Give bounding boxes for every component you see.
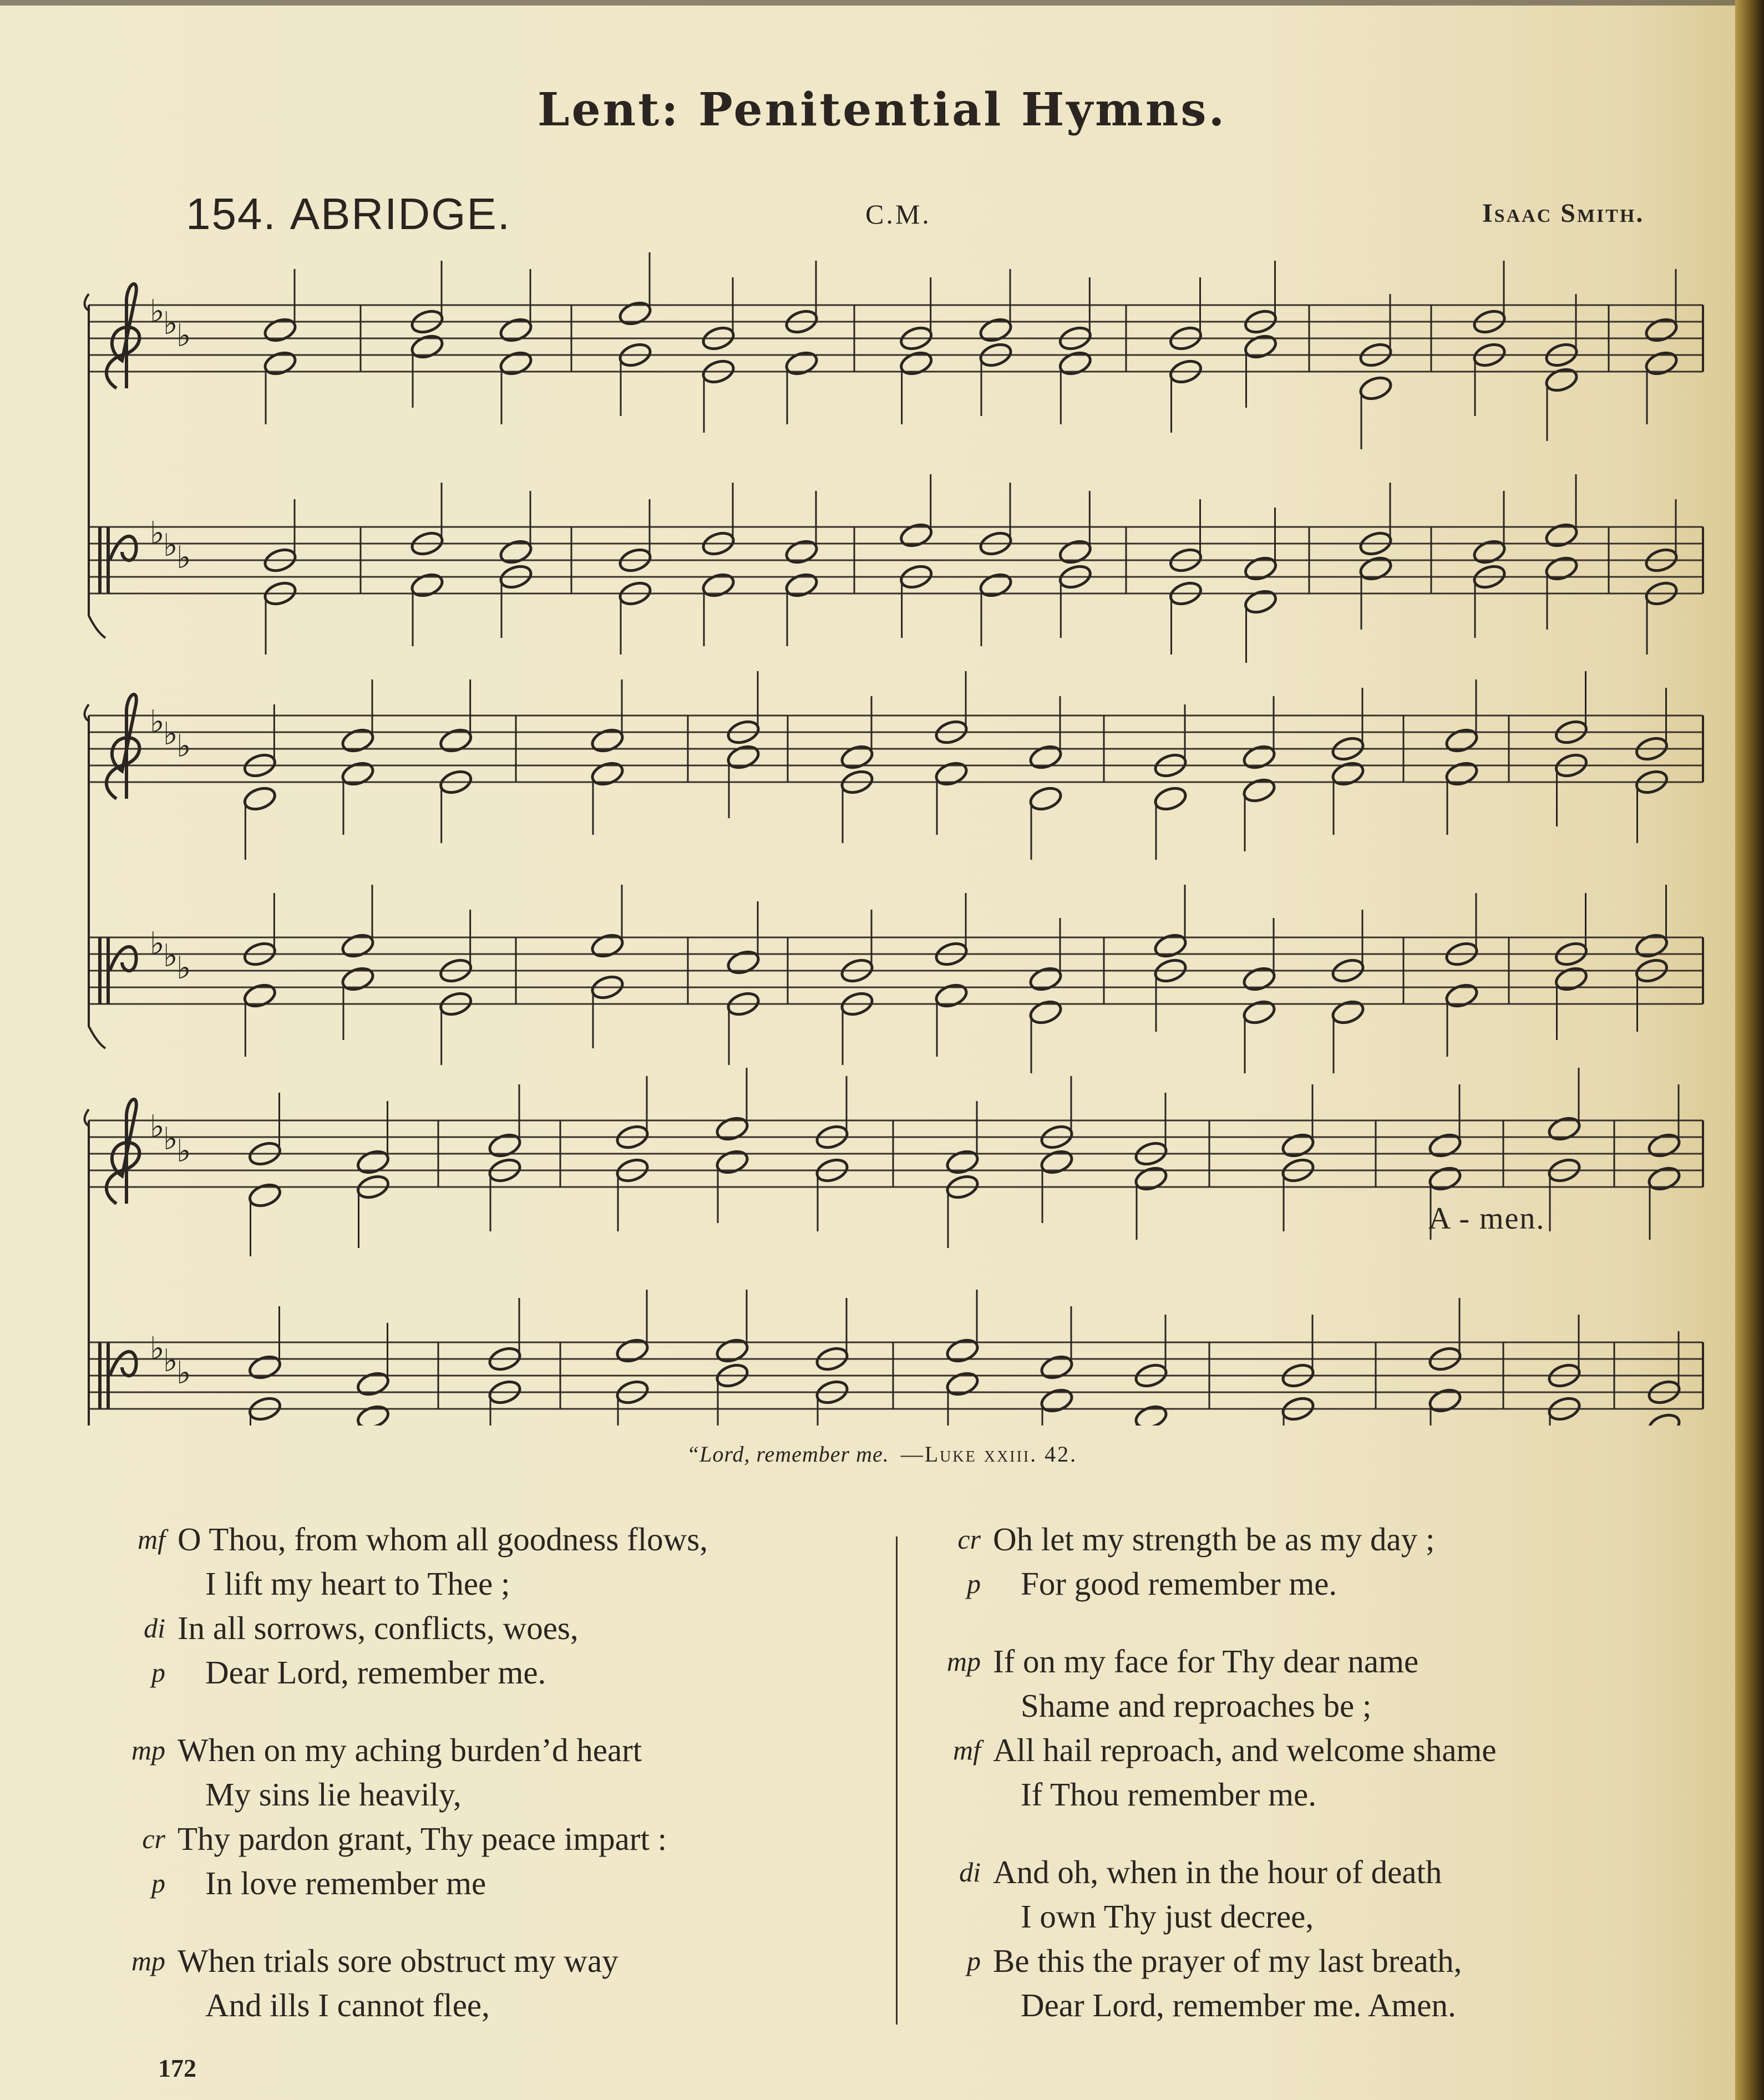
music-score xyxy=(83,244,1709,1426)
half-note-head xyxy=(1444,759,1479,788)
half-note-head xyxy=(340,965,376,993)
half-note-head xyxy=(1644,316,1679,344)
flat-sign: ♭ xyxy=(150,515,165,551)
half-note-head xyxy=(247,1353,282,1381)
flat-sign: ♭ xyxy=(150,1109,165,1145)
dynamic-mark: p xyxy=(151,1868,165,1899)
half-note-head xyxy=(1634,931,1669,960)
half-note-head xyxy=(726,743,761,771)
verse-line xyxy=(116,1772,882,1817)
section-header: Lent: Penitential Hymns. xyxy=(537,83,1227,136)
dynamic-mark xyxy=(116,1983,178,2027)
half-note-head xyxy=(409,571,445,599)
verses-left-column xyxy=(116,1517,882,2061)
half-note-head xyxy=(340,726,376,754)
dynamic-mark: p xyxy=(151,1657,165,1688)
half-note-head xyxy=(1133,1164,1169,1193)
half-note-head xyxy=(1039,1353,1074,1381)
half-note-head xyxy=(1547,1114,1582,1143)
flat-sign: ♭ xyxy=(163,716,178,752)
half-note-head xyxy=(714,1148,750,1176)
half-note-head xyxy=(1241,776,1277,804)
verse-text: Dear Lord, remember me. xyxy=(205,1654,546,1691)
half-note-head xyxy=(438,726,474,754)
epigraph xyxy=(0,1441,1764,1467)
half-note-head xyxy=(1427,1131,1463,1159)
half-note-head xyxy=(945,1369,980,1398)
half-note-head xyxy=(726,948,761,976)
flat-sign: ♭ xyxy=(176,728,191,764)
half-note-head xyxy=(945,1336,980,1365)
tune-name: ABRIDGE. xyxy=(290,189,511,239)
verse-line xyxy=(932,1983,1675,2027)
treble-clef xyxy=(107,1099,139,1204)
stanza xyxy=(932,1850,1675,2027)
treble-clef xyxy=(107,284,139,388)
dynamic-mark xyxy=(932,1683,993,1728)
half-note-head xyxy=(242,981,277,1010)
half-note-head xyxy=(590,759,625,788)
half-note-head xyxy=(247,1181,282,1209)
half-note-head xyxy=(1153,784,1188,813)
verse-text: If on my face for Thy dear name xyxy=(993,1643,1419,1680)
half-note-head xyxy=(784,537,819,566)
half-note-head xyxy=(1028,998,1063,1026)
verse-line xyxy=(932,1850,1675,1894)
flat-sign: ♭ xyxy=(163,527,178,564)
half-note-head xyxy=(1330,998,1366,1026)
dynamic-mark: p xyxy=(967,1945,981,1976)
dynamic-mark: di xyxy=(959,1856,981,1888)
verse-text: For good remember me. xyxy=(1021,1565,1337,1602)
half-note-head xyxy=(498,316,534,344)
half-note-head xyxy=(1028,743,1063,771)
half-note-head xyxy=(1241,743,1277,771)
half-note-head xyxy=(262,349,298,377)
dynamic-mark: mf xyxy=(953,1734,981,1766)
half-note-head xyxy=(839,743,875,771)
amen-lyric: A - men. xyxy=(1428,1201,1545,1236)
flat-sign: ♭ xyxy=(163,1343,178,1379)
half-note-head xyxy=(1280,1131,1316,1159)
verse-line xyxy=(116,1861,882,1905)
half-note-head xyxy=(498,537,534,566)
half-note-head xyxy=(1243,554,1278,582)
epigraph-source: —Luke xxiii. 42. xyxy=(900,1442,1078,1467)
half-note-head xyxy=(409,332,445,361)
half-note-head xyxy=(1039,1148,1074,1176)
half-note-head xyxy=(1427,1164,1463,1193)
half-note-head xyxy=(1553,965,1589,993)
half-note-head xyxy=(242,784,277,813)
half-note-head xyxy=(1544,554,1579,582)
verse-text: All hail reproach, and welcome shame xyxy=(993,1732,1497,1768)
book-spine xyxy=(1735,0,1764,2100)
verse-line xyxy=(116,1517,882,1561)
epigraph-quote: “Lord, remember me. xyxy=(686,1442,889,1467)
half-note-head xyxy=(1057,537,1093,566)
verse-text: O Thou, from whom all goodness flows, xyxy=(178,1521,708,1558)
flat-sign: ♭ xyxy=(150,293,165,329)
verse-text: My sins lie heavily, xyxy=(205,1776,462,1813)
verse-text: I own Thy just decree, xyxy=(1021,1898,1314,1935)
verse-text: When on my aching burden’d heart xyxy=(178,1732,642,1768)
verse-text: And ills I cannot flee, xyxy=(205,1987,490,2023)
half-note-head xyxy=(1427,1386,1463,1414)
half-note-head xyxy=(1544,521,1579,549)
half-note-head xyxy=(714,1336,750,1365)
flat-sign: ♭ xyxy=(150,926,165,962)
dynamic-mark: p xyxy=(967,1568,981,1599)
half-note-head xyxy=(487,1131,523,1159)
dynamic-mark: mp xyxy=(131,1734,165,1766)
verse-text: Be this the prayer of my last breath, xyxy=(993,1942,1462,1979)
verse-text: When trials sore obstruct my way xyxy=(178,1942,619,1979)
half-note-head xyxy=(1241,998,1277,1026)
half-note-head xyxy=(1646,1164,1682,1193)
half-note-head xyxy=(355,1403,391,1426)
half-note-head xyxy=(262,316,298,344)
flat-sign: ♭ xyxy=(163,1121,178,1157)
verse-line xyxy=(932,1639,1675,1683)
stanza xyxy=(116,1939,882,2027)
verse-line xyxy=(932,1772,1675,1817)
verse-text: In all sorrows, conflicts, woes, xyxy=(178,1610,579,1646)
half-note-head xyxy=(615,1336,650,1365)
flat-sign: ♭ xyxy=(150,1331,165,1367)
half-note-head xyxy=(617,299,653,327)
half-note-head xyxy=(1358,554,1393,582)
verses-right-column xyxy=(932,1517,1675,2061)
half-note-head xyxy=(701,571,736,599)
half-note-head xyxy=(714,1114,750,1143)
half-note-head xyxy=(978,316,1013,344)
half-note-head xyxy=(784,571,819,599)
verse-line xyxy=(116,1983,882,2027)
page-top-edge xyxy=(0,0,1742,6)
dynamic-mark: mp xyxy=(946,1646,981,1677)
half-note-head xyxy=(1330,759,1366,788)
half-note-head xyxy=(899,349,934,377)
verse-text: Thy pardon grant, Thy peace impart : xyxy=(178,1820,667,1857)
half-note-head xyxy=(1243,332,1278,361)
meter: C.M. xyxy=(865,199,931,230)
half-note-head xyxy=(1646,1131,1682,1159)
dynamic-mark: mf xyxy=(138,1524,165,1555)
flat-sign: ♭ xyxy=(176,540,191,576)
flat-sign: ♭ xyxy=(176,950,191,986)
half-note-head xyxy=(1358,374,1393,402)
half-note-head xyxy=(355,1369,391,1398)
verse-line xyxy=(116,1606,882,1650)
half-note-head xyxy=(1544,366,1579,394)
half-note-head xyxy=(1472,537,1507,566)
half-note-head xyxy=(1444,981,1479,1010)
hymn-number: 154. xyxy=(186,189,277,239)
half-note-head xyxy=(1444,726,1479,754)
dynamic-mark: di xyxy=(144,1612,165,1644)
dynamic-mark: mp xyxy=(131,1945,165,1976)
verse-text: And oh, when in the hour of death xyxy=(993,1854,1442,1890)
flat-sign: ♭ xyxy=(150,704,165,740)
flat-sign: ♭ xyxy=(176,318,191,354)
half-note-head xyxy=(945,1148,980,1176)
half-note-head xyxy=(340,759,376,788)
half-note-head xyxy=(590,931,625,960)
half-note-head xyxy=(1028,965,1063,993)
half-note-head xyxy=(899,521,934,549)
dynamic-mark xyxy=(932,1772,993,1817)
half-note-head xyxy=(1028,784,1063,813)
stanza xyxy=(116,1517,882,1695)
half-note-head xyxy=(340,931,376,960)
half-note-head xyxy=(355,1148,391,1176)
half-note-head xyxy=(1153,931,1188,960)
half-note-head xyxy=(1241,965,1277,993)
verse-text: If Thou remember me. xyxy=(1021,1776,1316,1813)
half-note-head xyxy=(784,349,819,377)
verse-text: I lift my heart to Thee ; xyxy=(205,1565,510,1602)
half-note-head xyxy=(590,726,625,754)
verse-line xyxy=(932,1894,1675,1939)
half-note-head xyxy=(978,571,1013,599)
flat-sign: ♭ xyxy=(176,1355,191,1391)
verse-line xyxy=(116,1561,882,1606)
half-note-head xyxy=(934,759,969,788)
verse-text: In love remember me xyxy=(205,1865,486,1901)
flat-sign: ♭ xyxy=(163,306,178,342)
stanza xyxy=(932,1639,1675,1817)
hymn-title xyxy=(186,189,511,240)
verse-line xyxy=(932,1683,1675,1728)
verse-line xyxy=(932,1728,1675,1772)
dynamic-mark: cr xyxy=(142,1823,165,1854)
half-note-head xyxy=(1039,1386,1074,1414)
verse-line xyxy=(932,1561,1675,1606)
half-note-head xyxy=(934,981,969,1010)
verse-text: Shame and reproaches be ; xyxy=(1021,1687,1372,1724)
half-note-head xyxy=(1243,587,1278,616)
treble-clef xyxy=(107,694,139,799)
verse-text: Oh let my strength be as my day ; xyxy=(993,1521,1435,1558)
flat-sign: ♭ xyxy=(163,938,178,974)
verse-line xyxy=(932,1517,1675,1561)
flat-sign: ♭ xyxy=(176,1133,191,1169)
verse-line xyxy=(116,1939,882,1983)
dynamic-mark xyxy=(932,1894,993,1939)
dynamic-mark xyxy=(932,1983,993,2027)
half-note-head xyxy=(498,349,534,377)
stanza xyxy=(932,1517,1675,1606)
verse-text: Dear Lord, remember me. Amen. xyxy=(1021,1987,1456,2023)
stanza xyxy=(116,1728,882,1905)
dynamic-mark: cr xyxy=(957,1524,981,1555)
verse-line xyxy=(116,1728,882,1772)
half-note-head xyxy=(1057,349,1093,377)
verse-line xyxy=(116,1817,882,1861)
half-note-head xyxy=(1646,1411,1682,1426)
page-number: 172 xyxy=(158,2054,196,2082)
composer: Isaac Smith. xyxy=(1482,199,1645,228)
dynamic-mark xyxy=(116,1772,178,1817)
column-divider xyxy=(896,1536,898,2025)
verse-line xyxy=(116,1650,882,1695)
dynamic-mark xyxy=(116,1561,178,1606)
verse-line xyxy=(932,1939,1675,1983)
half-note-head xyxy=(1133,1403,1169,1426)
half-note-head xyxy=(1644,349,1679,377)
